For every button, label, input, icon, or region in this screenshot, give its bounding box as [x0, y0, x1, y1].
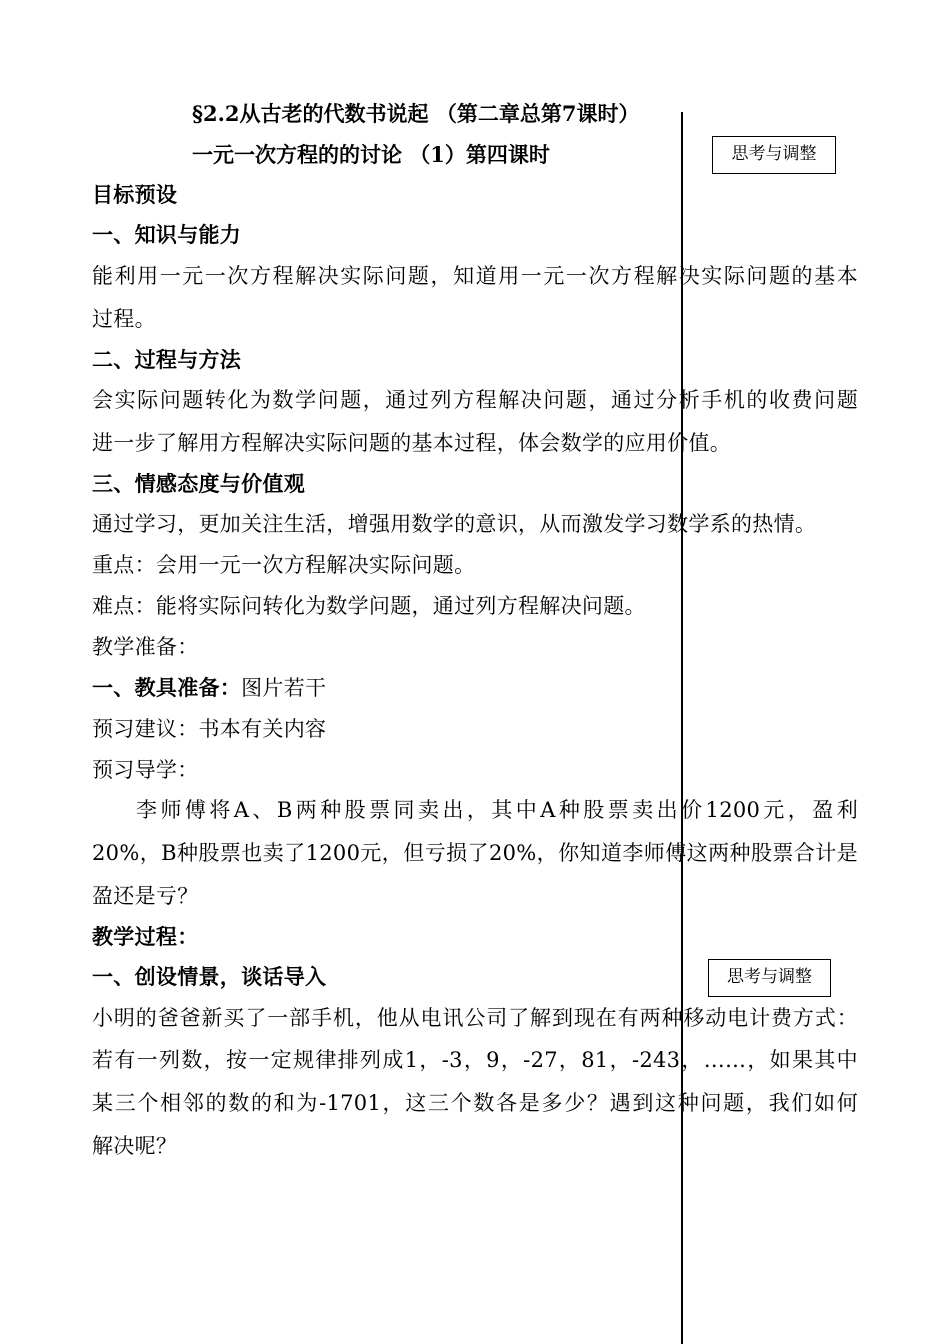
problem-line2: 20%，B种股票也卖了1200元，但亏损了20%，你知道李师傅这两种股票合计是 [92, 841, 858, 865]
intro-line1: 小明的爸爸新买了一部手机，他从电讯公司了解到现在有两种移动电计费方式： [92, 1006, 858, 1030]
problem-line1: 李师傅将A、B两种股票同卖出，其中A种股票卖出价1200元，盈利 [136, 798, 858, 822]
preview-advice: 预习建议：书本有关内容 [92, 717, 327, 741]
process-heading: 教学过程： [92, 924, 199, 949]
section3-heading: 三、情感态度与价值观 [92, 471, 305, 496]
key-point: 重点：会用一元一次方程解决实际问题。 [92, 553, 476, 577]
difficulty-point: 难点：能将实际问转化为数学问题，通过列方程解决问题。 [92, 594, 646, 618]
preview-guide: 预习导学： [92, 758, 199, 782]
section3-text-line1: 通过学习，更加关注生活，增强用数学的意识，从而激发学习数学系的热情。 [92, 512, 817, 536]
intro-line3: 某三个相邻的数的和为-1701，这三个数各是多少？遇到这种问题，我们如何 [92, 1091, 858, 1115]
tools-value: 图片若干 [241, 676, 327, 700]
margin-divider-line-lower [681, 1200, 683, 1344]
section1-text-line2: 过程。 [92, 307, 156, 331]
intro-line2: 若有一列数，按一定规律排列成1，-3，9，-27，81，-243，……，如果其中 [92, 1048, 858, 1072]
intro-line4: 解决呢？ [92, 1134, 178, 1158]
page-subtitle: 一元一次方程的的讨论 （1）第四课时 [192, 142, 550, 167]
problem-line3: 盈还是亏？ [92, 884, 199, 908]
section1-text-line1: 能利用一元一次方程解决实际问题，知道用一元一次方程解决实际问题的基本 [92, 264, 858, 288]
section1-heading: 一、知识与能力 [92, 222, 242, 247]
prep-label: 教学准备： [92, 635, 199, 659]
page-title: §2.2从古老的代数书说起 （第二章总第7课时） [192, 101, 640, 126]
tools-line [92, 675, 326, 701]
margin-note-box-top: 思考与调整 [712, 136, 836, 174]
section2-text-line1: 会实际问题转化为数学问题，通过列方程解决问题，通过分析手机的收费问题 [92, 388, 858, 412]
goals-heading: 目标预设 [92, 182, 178, 207]
section2-text-line2: 进一步了解用方程解决实际问题的基本过程，体会数学的应用价值。 [92, 431, 731, 455]
margin-note-box-bottom: 思考与调整 [708, 959, 831, 997]
intro-heading: 一、创设情景，谈话导入 [92, 964, 327, 989]
section2-heading: 二、过程与方法 [92, 347, 242, 372]
tools-label: 一、教具准备： [92, 675, 242, 700]
